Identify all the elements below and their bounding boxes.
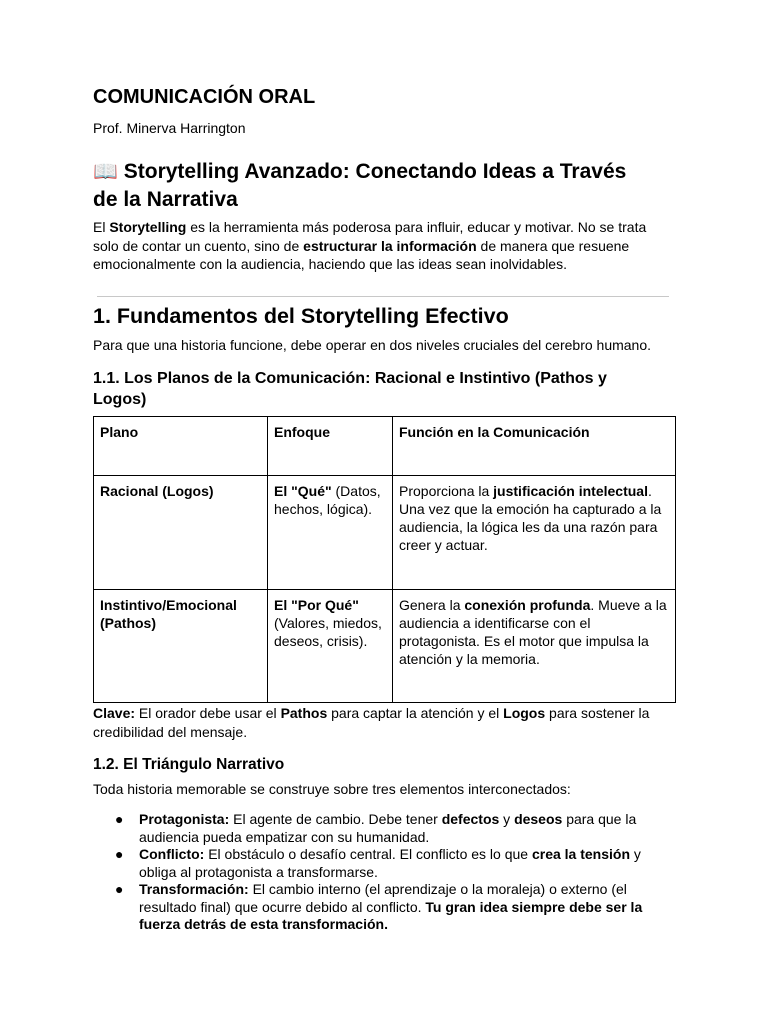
- horizontal-divider: [97, 296, 669, 297]
- list-item: [93, 881, 663, 934]
- list-item: [93, 846, 663, 881]
- key-note-bold-pathos: Pathos: [280, 705, 328, 721]
- key-note-text: para captar la atención y el: [327, 705, 504, 721]
- section-1-2-heading: 1.2. El Triángulo Narrativo: [93, 756, 285, 773]
- table-cell-enfoque: [268, 590, 393, 703]
- list-item-label: Transformación:: [139, 881, 249, 897]
- funcion-bold: conexión profunda: [464, 597, 591, 613]
- table-row: [94, 476, 676, 590]
- funcion-text: . Mueve a la audiencia a identificarse con el protagonista. Es el motor que impulsa la atención y la memoria.: [399, 597, 667, 667]
- list-item-text: El agente de cambio. Debe tener: [229, 811, 442, 827]
- table-row: [94, 590, 676, 703]
- enfoque-text: (Valores, miedos, deseos, crisis).: [274, 615, 382, 649]
- enfoque-text: (Datos, hechos, lógica).: [274, 483, 381, 517]
- section-1-heading: 1. Fundamentos del Storytelling Efectivo: [93, 304, 509, 328]
- intro-heading: [93, 158, 683, 214]
- open-book-icon: 📖: [93, 161, 118, 183]
- list-item-text: y: [499, 811, 515, 827]
- section-1-text: Para que una historia funcione, debe operar en dos niveles cruciales del cerebro humano.: [93, 337, 652, 353]
- table-cell-funcion: [393, 476, 676, 590]
- plano-label: Instintivo/Emocional (Pathos): [100, 597, 237, 631]
- table-header-enfoque: Enfoque: [268, 417, 393, 476]
- intro-heading-line1: Storytelling Avanzado: Conectando Ideas a Través: [123, 160, 627, 183]
- intro-paragraph: [93, 218, 673, 274]
- section-1-1-heading-line1: 1.1. Los Planos de la Comunicación: Racional e Instintivo (Pathos y: [93, 370, 607, 387]
- list-item-bold: defectos: [441, 811, 500, 827]
- intro-bold-storytelling: Storytelling: [109, 219, 187, 235]
- enfoque-bold: El "Por Qué": [274, 597, 359, 613]
- funcion-bold: justificación intelectual: [493, 483, 648, 499]
- section-1-2-text: Toda historia memorable se construye sobre tres elementos interconectados:: [93, 781, 571, 797]
- list-item-label: Conflicto:: [139, 846, 205, 862]
- communication-planes-table: [93, 416, 676, 703]
- table-header-funcion: Función en la Comunicación: [393, 417, 676, 476]
- table-cell-funcion: [393, 590, 676, 703]
- intro-text: es la herramienta más poderosa para influir, educar y motivar. No se trata solo de contar un cuento, sino de: [93, 219, 647, 254]
- enfoque-bold: El "Qué": [274, 483, 332, 499]
- author-line: Prof. Minerva Harrington: [93, 120, 246, 136]
- list-item-text: El cambio interno (el aprendizaje o la moraleja) o externo (el resultado final) que ocurre debido al conflicto.: [139, 881, 627, 915]
- key-note-text: para sostener la credibilidad del mensaje.: [93, 705, 650, 740]
- funcion-text: Genera la: [399, 597, 465, 613]
- list-item-text: El obstáculo o desafío central. El conflicto es lo que: [204, 846, 532, 862]
- plano-label: Racional (Logos): [100, 483, 214, 499]
- list-item-label: Protagonista:: [139, 811, 230, 827]
- key-note-bold-logos: Logos: [503, 705, 546, 721]
- table-header-row: [94, 417, 676, 476]
- document-title: COMUNICACIÓN ORAL: [93, 86, 316, 108]
- table-cell-plano: [94, 476, 268, 590]
- funcion-text: . Una vez que la emoción ha capturado a la audiencia, la lógica les da una razón para creer y actuar.: [399, 483, 662, 553]
- intro-heading-line2: de la Narrativa: [93, 188, 238, 211]
- list-item-bold: Tu gran idea siempre debe ser la fuerza detrás de esta transformación.: [139, 898, 643, 932]
- list-item-text: para que la audiencia pueda empatizar con su humanidad.: [139, 811, 637, 845]
- table-header-plano: Plano: [94, 417, 268, 476]
- list-item: [93, 811, 663, 846]
- list-item-text: y obliga al protagonista a transformarse.: [139, 846, 641, 880]
- intro-text: de manera que resuene emocionalmente con la audiencia, haciendo que las ideas sean inolvidables.: [93, 237, 630, 272]
- table-cell-plano: [94, 590, 268, 703]
- intro-bold-estructurar: estructurar la información: [303, 237, 477, 254]
- bullet-icon: ●: [115, 881, 124, 897]
- list-item-bold: deseos: [514, 811, 563, 827]
- section-1-1-heading-line2: Logos): [93, 391, 147, 408]
- bullet-icon: ●: [115, 846, 124, 862]
- section-1-1-heading: [93, 368, 683, 410]
- narrative-triangle-list: [93, 811, 663, 934]
- intro-text: El: [93, 219, 110, 235]
- list-item-bold: crea la tensión: [531, 846, 631, 862]
- key-note-label: Clave:: [93, 705, 136, 721]
- funcion-text: Proporciona la: [399, 483, 494, 499]
- key-note-text: El orador debe usar el: [135, 705, 281, 721]
- bullet-icon: ●: [115, 811, 124, 827]
- key-note: [93, 704, 673, 741]
- table-cell-enfoque: [268, 476, 393, 590]
